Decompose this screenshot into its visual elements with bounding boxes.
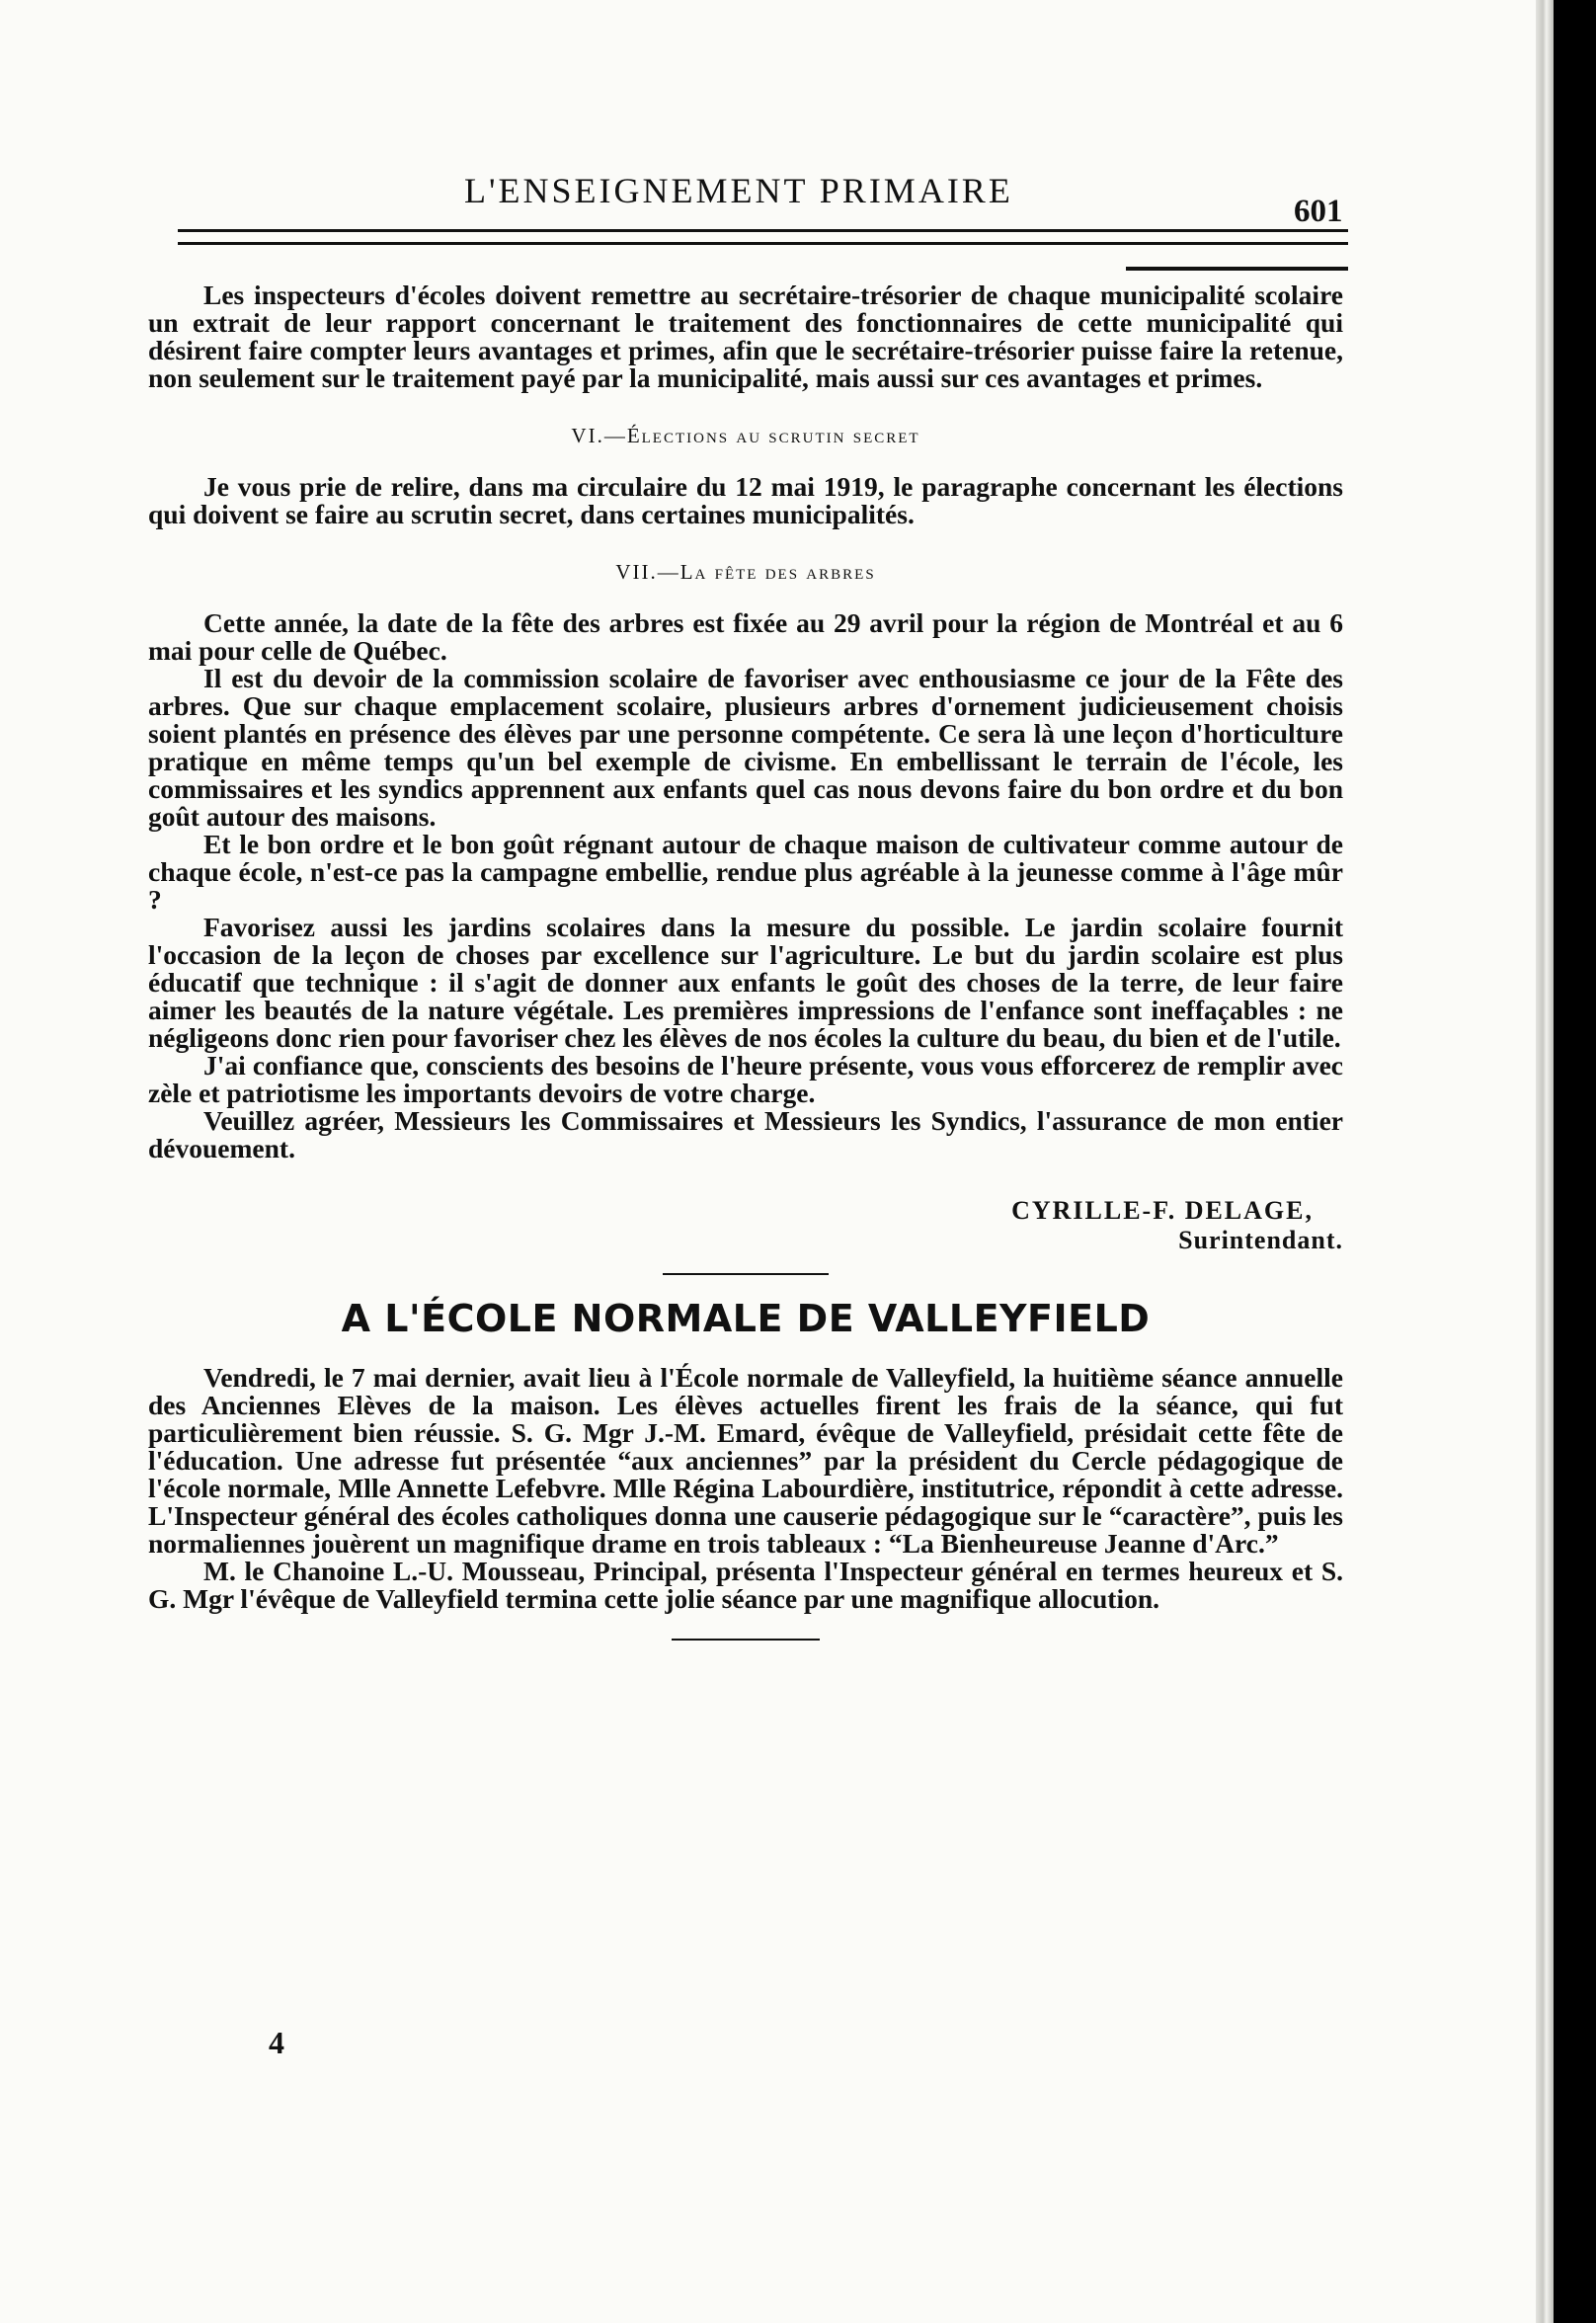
- paragraph-confiance: J'ai confiance que, conscients des besoins de l'heure présente, vous vous efforcerez de remplir avec zèle et patriotisme les importants devoirs de votre charge.: [148, 1050, 1343, 1108]
- paragraph-article-2: M. le Chanoine L.-U. Mousseau, Principal, présenta l'Inspecteur général en termes heureux et S. G. Mgr l'évêque de Valleyfield termina cette jolie séance par une magnifique allocution.: [148, 1556, 1343, 1614]
- section-heading-vi: VI.—Élections au scrutin secret: [571, 424, 920, 447]
- paragraph-elections: Je vous prie de relire, dans ma circulaire du 12 mai 1919, le paragraphe concernant les élections qui doivent se faire au scrutin secret, dans certaines municipalités.: [148, 471, 1343, 529]
- header-rule: [178, 229, 1348, 245]
- paragraph-date-fete: Cette année, la date de la fête des arbres est fixée au 29 avril pour la région de Montréal et au 6 mai pour celle de Québec.: [148, 607, 1343, 666]
- scan-border: [1554, 0, 1596, 2323]
- page-edge: [1536, 0, 1554, 2323]
- section-heading-vii: VII.—La fête des arbres: [615, 560, 876, 584]
- paragraph-devoir: Il est du devoir de la commission scolaire de favoriser avec enthousiasme ce jour de la Fête des arbres. Que sur chaque emplacement scolaire, plusieurs arbres d'ornement judicieusement choisis soient plantés en présence des élèves par une personne compétente. Ce sera là une leçon d'horticulture pratique en même temps qu'un bel exemple de civisme. En embellissant le terrain de l'école, les commissaires et les syndics apprennent aux enfants quel cas nous devons faire du bon ordre et du bon goût autour des maisons.: [148, 663, 1343, 832]
- paragraph-inspecteurs: Les inspecteurs d'écoles doivent remettre au secrétaire-trésorier de chaque municipalité scolaire un extrait de leur rapport concernant le traitement des fonctionnaires de cette municipalité qui désirent faire compter leurs avantages et primes, afin que le secrétaire-trésorier puisse faire la retenue, non seulement sur le traitement payé par la municipalité, mais aussi sur ces avantages et primes.: [148, 280, 1343, 393]
- folio-signature: 4: [269, 2025, 284, 2060]
- signature-name: CYRILLE-F. DELAGE,: [1011, 1196, 1314, 1225]
- header-rule-accent: [1126, 267, 1348, 271]
- paragraph-bon-ordre: Et le bon ordre et le bon goût régnant autour de chaque maison de cultivateur comme autour de chaque école, n'est-ce pas la campagne embellie, rendue plus agréable à la jeunesse comme à l'âge mûr ?: [148, 829, 1343, 915]
- paragraph-salutation: Veuillez agréer, Messieurs les Commissaires et Messieurs les Syndics, l'assurance de mon entier dévouement.: [148, 1105, 1343, 1163]
- divider: [663, 1273, 829, 1275]
- paragraph-article-1: Vendredi, le 7 mai dernier, avait lieu à l'École normale de Valleyfield, la huitième séance annuelle des Anciennes Elèves de la maison. Les élèves actuelles firent les frais de la séance, qui fut particulièrement bien réussie. S. G. Mgr J.-M. Emard, évêque de Valleyfield, présidait cette fête de l'éducation. Une adresse fut présentée “aux anciennes” par la président du Cercle pédagogique de l'école normale, Mlle Annette Lefebvre. Mlle Régina Labourdière, institutrice, répondit à cette adresse. L'Inspecteur général des écoles catholiques donna une causerie pédagogique sur le “caractère”, puis les normaliennes jouèrent un magnifique drame en trois tableaux : “La Bienheureuse Jeanne d'Arc.”: [148, 1362, 1343, 1559]
- paragraph-jardins: Favorisez aussi les jardins scolaires dans la mesure du possible. Le jardin scolaire fournit l'occasion de la leçon de choses par excellence sur l'agriculture. Le but du jardin scolaire est plus éducatif que technique : il s'agit de donner aux enfants le goût des choses de la terre, de leur faire aimer les beautés de la nature végétale. Les premières impressions de l'enfance sont ineffaçables : ne négligeons donc rien pour favoriser chez les élèves de nos écoles la culture du beau, du bien et de l'utile.: [148, 912, 1343, 1053]
- running-title: L'ENSEIGNEMENT PRIMAIRE: [464, 171, 1013, 210]
- signature-title: Surintendant.: [1178, 1226, 1343, 1254]
- divider-bottom: [672, 1639, 820, 1641]
- article-title: A L'ÉCOLE NORMALE DE VALLEYFIELD: [341, 1297, 1151, 1340]
- signature-block: [148, 1196, 1343, 1255]
- body-text: [148, 281, 1343, 1670]
- page-number: 601: [1294, 194, 1343, 229]
